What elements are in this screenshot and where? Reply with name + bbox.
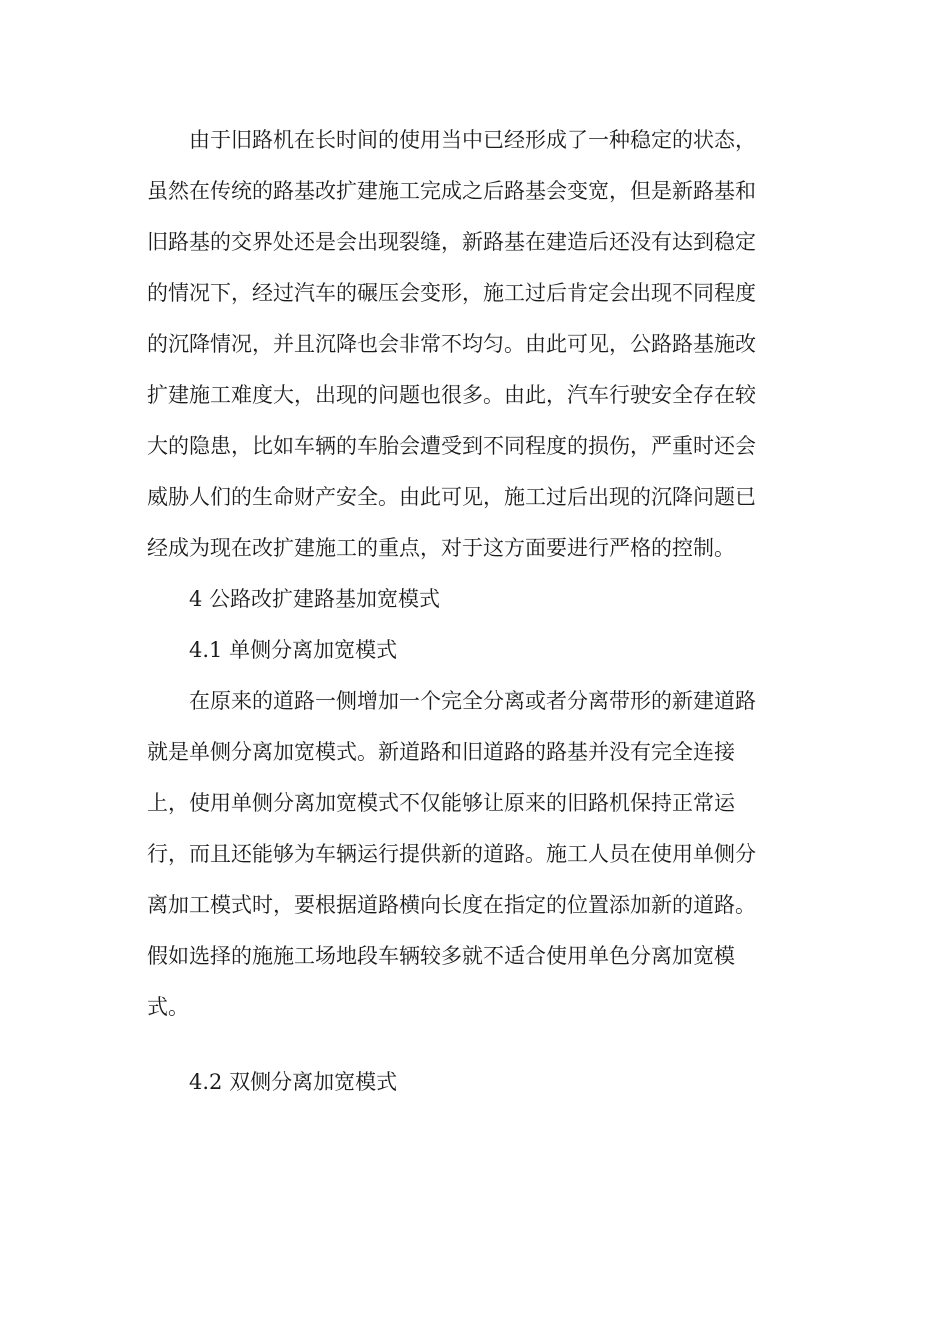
text-line: 虽然在传统的路基改扩建施工完成之后路基会变宽，但是新路基和 — [147, 179, 756, 203]
text-line: 大的隐患，比如车辆的车胎会遭受到不同程度的损伤，严重时还会 — [147, 434, 756, 458]
section-heading: 4 公路改扩建路基加宽模式 — [189, 587, 441, 611]
text-line: 扩建施工难度大，出现的问题也很多。由此，汽车行驶安全存在较 — [147, 383, 756, 407]
text-line: 的沉降情况，并且沉降也会非常不均匀。由此可见，公路路基施改 — [147, 332, 756, 356]
paragraph — [147, 115, 797, 574]
subsection-heading: 4.1 单侧分离加宽模式 — [189, 638, 398, 662]
text-line: 在原来的道路一侧增加一个完全分离或者分离带形的新建道路 — [189, 689, 756, 713]
text-line: 由于旧路机在长时间的使用当中已经形成了一种稳定的状态， — [189, 128, 756, 152]
text-line: 式。 — [147, 995, 189, 1019]
text-line: 就是单侧分离加宽模式。新道路和旧道路的路基并没有完全连接 — [147, 740, 735, 764]
text-line: 假如选择的施施工场地段车辆较多就不适合使用单色分离加宽模 — [147, 944, 735, 968]
text-line: 行，而且还能够为车辆运行提供新的道路。施工人员在使用单侧分 — [147, 842, 756, 866]
text-line: 离加工模式时，要根据道路横向长度在指定的位置添加新的道路。 — [147, 893, 756, 917]
text-line: 经成为现在改扩建施工的重点，对于这方面要进行严格的控制。 — [147, 536, 735, 560]
paragraph — [147, 676, 797, 1033]
text-line: 的情况下，经过汽车的碾压会变形，施工过后肯定会出现不同程度 — [147, 281, 756, 305]
text-line: 旧路基的交界处还是会出现裂缝，新路基在建造后还没有达到稳定 — [147, 230, 756, 254]
document-body — [147, 115, 797, 1108]
text-line: 威胁人们的生命财产安全。由此可见，施工过后出现的沉降问题已 — [147, 485, 756, 509]
text-line: 上，使用单侧分离加宽模式不仅能够让原来的旧路机保持正常运 — [147, 791, 735, 815]
subsection-heading: 4.2 双侧分离加宽模式 — [189, 1070, 398, 1094]
